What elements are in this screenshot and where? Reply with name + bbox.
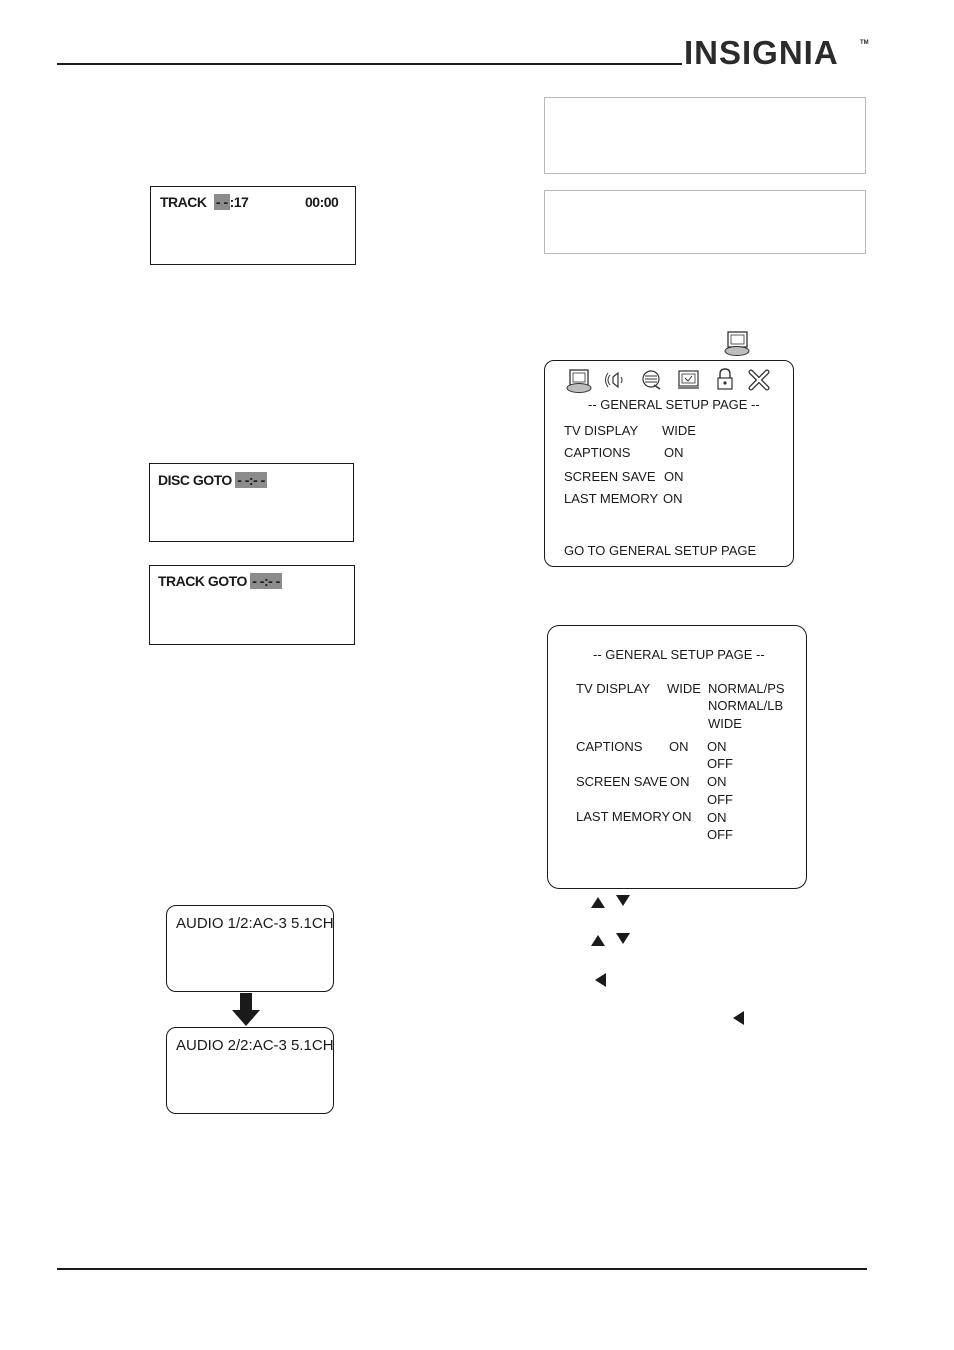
menu-row-label[interactable]: CAPTIONS [564, 445, 631, 460]
brand-logo: INSIGNIA [684, 34, 839, 71]
screen-save-option[interactable]: OFF [707, 792, 733, 807]
general-setup-menu [544, 360, 794, 567]
menu-row-value: ON [663, 491, 683, 506]
disc-goto-highlight: - -:- - [237, 472, 265, 488]
audio-osd-first [166, 905, 334, 992]
tv-general-icon[interactable] [565, 368, 593, 394]
tv-display-option[interactable]: NORMAL/PS [708, 681, 785, 696]
screen-save-option[interactable]: ON [707, 774, 727, 789]
track-value: :17 [229, 194, 249, 210]
lock-icon[interactable] [715, 368, 735, 390]
menu-row-value: ON [664, 445, 684, 460]
disc-goto-osd [149, 463, 354, 542]
header-rule [57, 63, 682, 65]
last-memory-option[interactable]: ON [707, 810, 727, 825]
exit-icon[interactable] [748, 369, 770, 391]
setup-menu-footer: GO TO GENERAL SETUP PAGE [564, 543, 757, 558]
track-goto-osd [149, 565, 355, 645]
note-box-1 [544, 97, 866, 174]
tv-display-value: WIDE [667, 681, 701, 696]
footer-rule [57, 1268, 867, 1270]
tv-display-label: TV DISPLAY [576, 681, 651, 696]
options-title: -- GENERAL SETUP PAGE -- [593, 647, 765, 662]
audio-icon[interactable] [604, 369, 628, 391]
disc-goto-label: DISC GOTO [158, 472, 232, 488]
general-setup-options [547, 625, 807, 889]
trademark-mark: TM [860, 40, 869, 46]
down-arrow-icon [616, 895, 630, 906]
tv-general-icon [722, 330, 752, 357]
dolby-icon[interactable] [640, 369, 664, 391]
down-arrow-icon [230, 993, 262, 1027]
last-memory-label: LAST MEMORY [576, 809, 671, 824]
audio-track-1-text: AUDIO 1/2:AC-3 5.1CH [176, 915, 334, 932]
down-arrow-icon [616, 933, 630, 944]
menu-row-value: WIDE [662, 423, 696, 438]
video-icon[interactable] [677, 369, 701, 391]
track-time-osd [150, 186, 356, 265]
captions-option[interactable]: ON [707, 739, 727, 754]
tv-display-option[interactable]: NORMAL/LB [708, 698, 784, 713]
track-goto-highlight: - -:- - [252, 573, 280, 589]
menu-row-label[interactable]: SCREEN SAVE [564, 469, 656, 484]
last-memory-value: ON [672, 809, 692, 824]
screen-save-label: SCREEN SAVE [576, 774, 668, 789]
audio-track-2-text: AUDIO 2/2:AC-3 5.1CH [176, 1037, 334, 1054]
captions-value: ON [669, 739, 689, 754]
menu-row-value: ON [664, 469, 684, 484]
track-time: 00:00 [305, 194, 339, 210]
audio-osd-second [166, 1027, 334, 1114]
track-label: TRACK [160, 194, 207, 210]
left-arrow-icon [595, 973, 606, 987]
up-arrow-icon [591, 935, 605, 946]
captions-option[interactable]: OFF [707, 756, 733, 771]
menu-row-label[interactable]: LAST MEMORY [564, 491, 659, 506]
menu-row-label[interactable]: TV DISPLAY [564, 423, 639, 438]
tv-display-option[interactable]: WIDE [708, 716, 742, 731]
note-box-2 [544, 190, 866, 254]
screen-save-value: ON [670, 774, 690, 789]
track-goto-label: TRACK GOTO [158, 573, 247, 589]
track-highlight: - - [215, 194, 228, 210]
up-arrow-icon [591, 897, 605, 908]
captions-label: CAPTIONS [576, 739, 643, 754]
left-arrow-icon [733, 1011, 744, 1025]
last-memory-option[interactable]: OFF [707, 827, 733, 842]
setup-menu-title: -- GENERAL SETUP PAGE -- [588, 397, 760, 412]
